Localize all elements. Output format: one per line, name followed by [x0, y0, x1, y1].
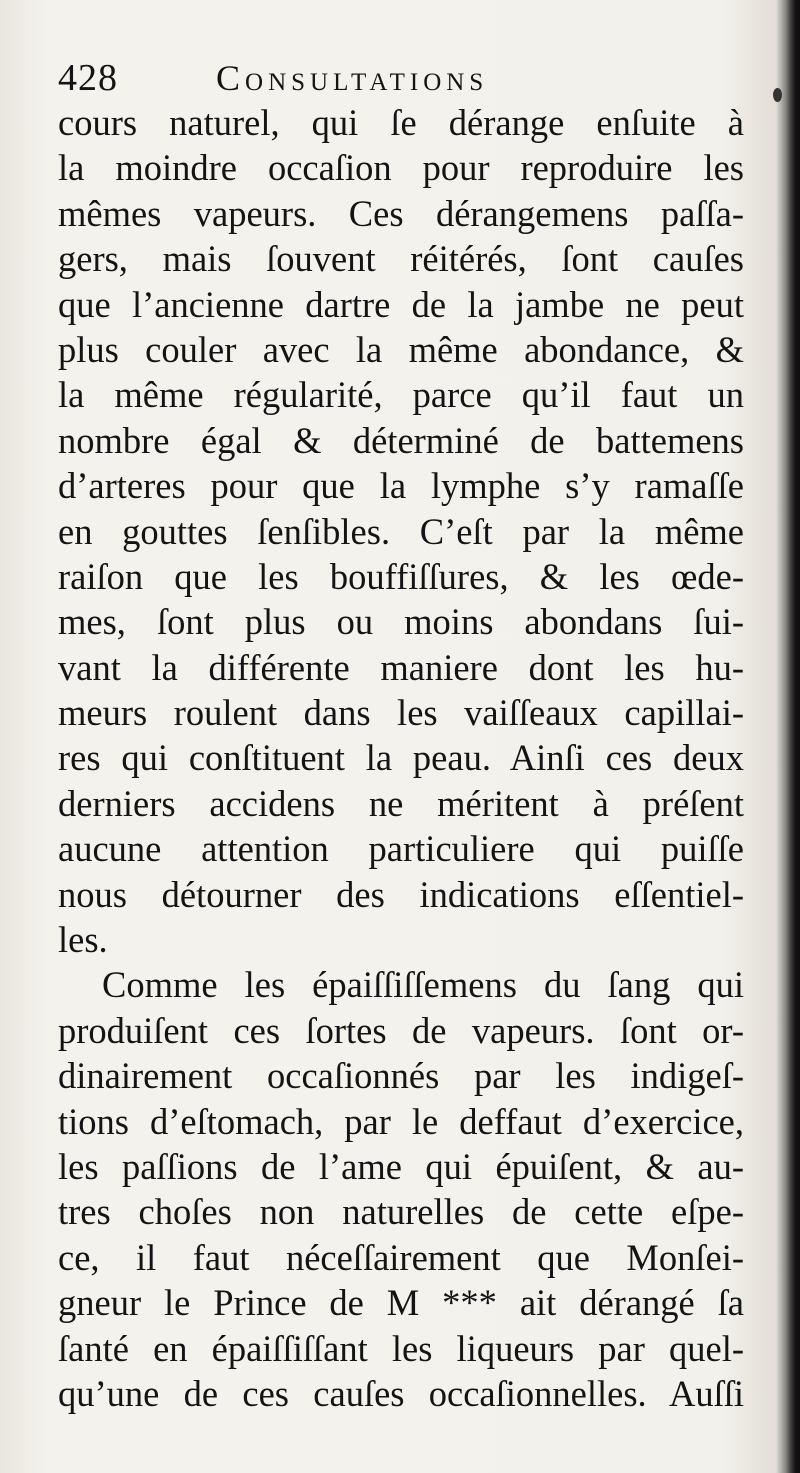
- text-line: aucune attention particuliere qui puiſſe: [58, 828, 744, 870]
- text-line: ce, il faut néceſſairement que Monſei-: [58, 1236, 744, 1278]
- text-line: nombre égal & déterminé de battemens: [58, 419, 744, 461]
- text-line: que l’ancienne dartre de la jambe ne peut: [58, 283, 744, 325]
- text-line: d’arteres pour que la lymphe s’y ramaſſe: [58, 465, 744, 507]
- text-line: mêmes vapeurs. Ces dérangemens paſſa-: [58, 192, 744, 234]
- margin-mark: [773, 88, 782, 102]
- text-line: mes, ſont plus ou moins abondans ſui-: [58, 601, 744, 643]
- running-head: Consultations: [216, 58, 489, 98]
- text-line: gers, mais ſouvent réitérés, ſont cauſes: [58, 238, 744, 280]
- text-line: tions d’eſtomach, par le deffaut d’exercice,: [58, 1100, 744, 1142]
- text-line: la moindre occaſion pour reproduire les: [58, 147, 744, 189]
- text-line: en gouttes ſenſibles. C’eſt par la même: [58, 510, 744, 552]
- text-line: cours naturel, qui ſe dérange enſuite à: [58, 102, 744, 143]
- text-line: res qui conſtituent la peau. Ainſi ces deux: [58, 737, 744, 779]
- text-line: tres choſes non naturelles de cette eſpe-: [58, 1191, 744, 1233]
- text-line: la même régularité, parce qu’il faut un: [58, 374, 744, 416]
- body-text: [58, 100, 744, 1416]
- text-line: gneur le Prince de M *** ait dérangé ſa: [58, 1282, 744, 1324]
- page-number: 428: [58, 57, 118, 99]
- text-line: qu’une de ces cauſes occaſionnelles. Auſſi: [58, 1372, 744, 1414]
- text-line: derniers accidens ne méritent à préſent: [58, 782, 744, 824]
- text-line: les.: [58, 919, 108, 961]
- text-line: raiſon que les bouffiſſures, & les œde-: [58, 555, 744, 597]
- text-line: les paſſions de l’ame qui épuiſent, & au-: [58, 1145, 744, 1187]
- text-line: meurs roulent dans les vaiſſeaux capillai-: [58, 692, 744, 734]
- page-header: [58, 50, 758, 106]
- page-edge-shadow: [786, 0, 800, 1473]
- text-line: nous détourner des indications eſſentiel-: [58, 873, 744, 915]
- text-line: vant la différente maniere dont les hu-: [58, 646, 744, 688]
- text-line: ſanté en épaiſſiſſant les liqueurs par quel-: [58, 1327, 744, 1369]
- paragraph-2: [58, 962, 744, 1416]
- text-line: dinairement occaſionnés par les indigeſ-: [58, 1055, 744, 1097]
- text-line: Comme les épaiſſiſſemens du ſang qui: [102, 964, 744, 1006]
- text-line: produiſent ces ſortes de vapeurs. ſont or-: [58, 1009, 744, 1051]
- text-line: plus couler avec la même abondance, &: [58, 328, 744, 370]
- paragraph-1: [58, 100, 744, 962]
